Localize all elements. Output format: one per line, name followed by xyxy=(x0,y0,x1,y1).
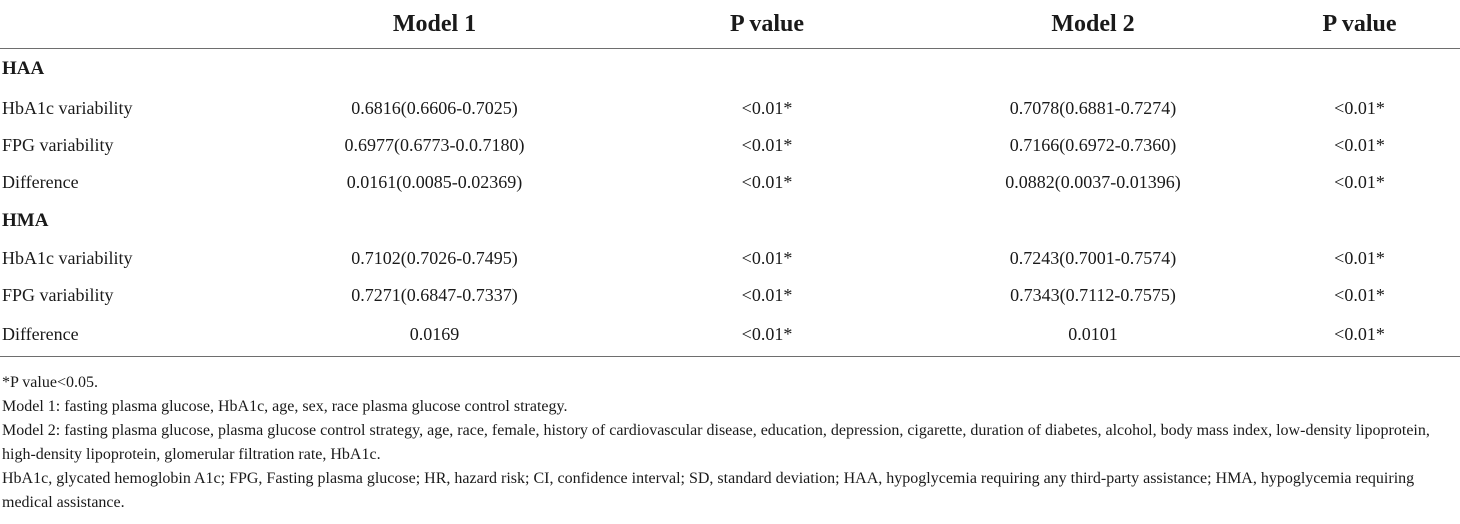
model1-value: 0.6816(0.6606-0.7025) xyxy=(351,98,518,118)
section-title-haa: HAA xyxy=(2,58,45,80)
p2-value: <0.01* xyxy=(1334,285,1385,305)
model1-value: 0.7271(0.6847-0.7337) xyxy=(351,285,518,305)
model1-value: 0.6977(0.6773-0.0.7180) xyxy=(344,135,525,155)
footnote-significance: *P value<0.05. xyxy=(2,374,98,391)
p1-value: <0.01* xyxy=(741,172,793,192)
model1-value: 0.0169 xyxy=(262,314,607,356)
table-row xyxy=(0,277,1460,314)
footnote-model-2: Model 2: fasting plasma glucose, plasma glucose control strategy, age, race, female, history of cardiovascular disease, education, depression, cigarette, duration of diabetes, alcohol, body mass index, low-density lipoprotein, high-density lipoprotein, glomerular filtration rate, HbA1c. xyxy=(2,422,1430,463)
row-label: FPG variability xyxy=(2,135,114,155)
header-model-2: Model 2 xyxy=(927,0,1259,48)
table-row xyxy=(0,240,1460,277)
section-row-haa xyxy=(0,48,1460,90)
p2-value: <0.01* xyxy=(1334,98,1385,118)
model1-value: 0.0161(0.0085-0.02369) xyxy=(346,172,523,192)
table-row xyxy=(0,314,1460,356)
model2-value: 0.0882(0.0037-0.01396) xyxy=(1005,172,1181,192)
section-title-hma: HMA xyxy=(2,209,49,231)
p2-value: <0.01* xyxy=(1334,248,1385,268)
table-footnotes xyxy=(2,371,1458,515)
row-label: HbA1c variability xyxy=(2,248,133,268)
footnote-abbreviations: HbA1c, glycated hemoglobin A1c; FPG, Fasting plasma glucose; HR, hazard risk; CI, confidence interval; SD, standard deviation; HAA, hypoglycemia requiring any third-party assistance; HMA, hypoglycemia requiring medical assistance. xyxy=(2,470,1415,511)
table-row xyxy=(0,90,1460,127)
table-row xyxy=(0,164,1460,201)
model2-value: 0.7166(0.6972-0.7360) xyxy=(1009,135,1177,155)
p1-value: <0.01* xyxy=(741,248,793,268)
header-model-1: Model 1 xyxy=(262,0,607,48)
p2-value: <0.01* xyxy=(1259,314,1460,356)
model2-value: 0.0101 xyxy=(927,314,1259,356)
p2-value: <0.01* xyxy=(1334,135,1385,155)
header-stub xyxy=(0,0,262,48)
model2-value: 0.7343(0.7112-0.7575) xyxy=(1010,285,1176,305)
model1-value: 0.7102(0.7026-0.7495) xyxy=(351,248,518,268)
row-label: HbA1c variability xyxy=(2,98,133,118)
p1-value: <0.01* xyxy=(741,135,793,155)
p1-value: <0.01* xyxy=(741,98,793,118)
p1-value: <0.01* xyxy=(607,314,927,356)
section-row-hma xyxy=(0,201,1460,240)
row-label: FPG variability xyxy=(2,285,114,305)
model2-value: 0.7078(0.6881-0.7274) xyxy=(1009,98,1177,118)
header-p-value-2: P value xyxy=(1259,0,1460,48)
p2-value: <0.01* xyxy=(1334,172,1385,192)
table-row xyxy=(0,127,1460,164)
footnote-model-1: Model 1: fasting plasma glucose, HbA1c, age, sex, race plasma glucose control strategy. xyxy=(2,398,568,415)
row-label: Difference xyxy=(2,172,79,192)
model2-value: 0.7243(0.7001-0.7574) xyxy=(1009,248,1177,268)
header-p-value-1: P value xyxy=(607,0,927,48)
table-header-row xyxy=(0,0,1460,48)
p1-value: <0.01* xyxy=(741,285,793,305)
row-label: Difference xyxy=(0,314,262,356)
